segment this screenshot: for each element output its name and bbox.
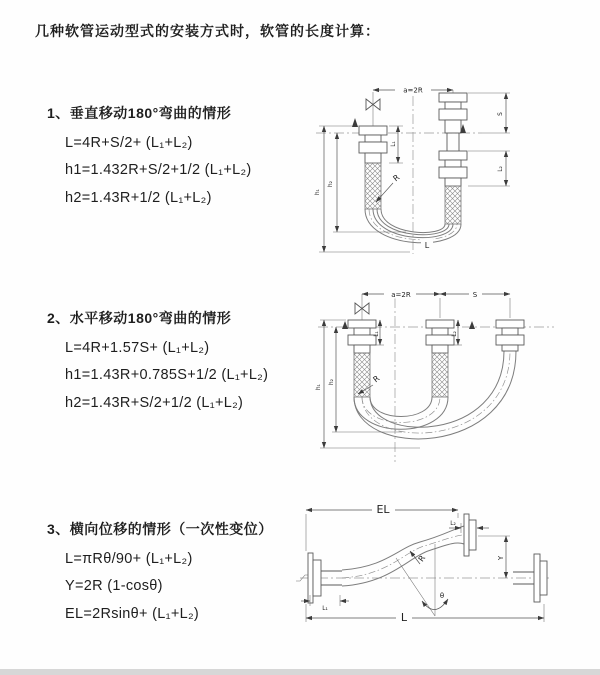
dim-label-h2: h₂: [328, 181, 334, 187]
formula-line: h1=1.432R+S/2+1/2 (L₁+L₂): [65, 162, 252, 178]
formula-line: L=πRθ/90+ (L₁+L₂): [65, 550, 193, 567]
page-title: 几种软管运动型式的安装方式时，软管的长度计算：: [35, 23, 380, 39]
left-fitting: [348, 320, 376, 353]
centerlines: [296, 575, 550, 581]
right-tube: [447, 133, 459, 151]
radius-label: R: [391, 172, 402, 184]
dim-label-l2: L₂: [450, 521, 456, 527]
dim-label-y: Y: [497, 555, 505, 561]
dim-label-span: a=2R: [403, 86, 423, 95]
dim-label-l2: L₂: [498, 166, 504, 172]
left-braided-hose: [354, 353, 370, 397]
dim-label-l1: L₁: [391, 141, 397, 147]
right-braided-hose: [445, 186, 461, 224]
middle-fitting: [426, 320, 454, 353]
scan-edge: [0, 669, 600, 675]
right-fitting: [496, 320, 524, 351]
radius-label: R: [371, 373, 382, 385]
formula-line: h2=1.43R+1/2 (L₁+L₂): [65, 189, 212, 206]
section-vertical-move: [47, 103, 252, 206]
dimension-lines: [320, 289, 510, 448]
hose-s-curve: [342, 526, 464, 586]
right-fitting-lower: [439, 151, 467, 186]
dim-label-l1: L₁: [322, 606, 328, 612]
radius-label: R: [416, 553, 428, 564]
lower-right-flange: [534, 554, 547, 602]
dim-label-l1: L₁: [374, 331, 380, 337]
left-fitting: [359, 126, 387, 163]
dim-label-h1: h₁: [316, 384, 322, 390]
angle-label-theta: θ: [439, 592, 445, 600]
dim-label-el: EL: [376, 503, 390, 516]
diagram-vertical-180-bend: [310, 76, 560, 256]
formula-line: L=4R+1.57S+ (L₁+L₂): [65, 339, 210, 356]
middle-braided-hose: [432, 353, 448, 397]
valve-icon: [355, 294, 369, 320]
upper-right-flange: [464, 514, 476, 556]
formula-line: h1=1.43R+0.785S+1/2 (L₁+L₂): [65, 367, 269, 383]
formula-line: h2=1.43R+S/2+1/2 (L₁+L₂): [65, 394, 244, 411]
section-horizontal-move: [47, 308, 268, 411]
dimension-lines: [319, 84, 510, 252]
dim-label-span: a=2R: [391, 291, 411, 299]
formula-line: L=4R+S/2+ (L₁+L₂): [65, 134, 193, 151]
dim-label-l2: L₂: [452, 331, 458, 337]
dim-label-h2: h₂: [329, 379, 335, 385]
valve-icon: [366, 92, 380, 126]
section-3-heading: 3、横向位移的情形（一次性变位）: [47, 521, 273, 537]
length-label: L: [424, 241, 430, 250]
dim-label-s: S: [498, 112, 504, 116]
section-2-heading: 2、水平移动180°弯曲的情形: [47, 310, 232, 326]
dim-label-s: S: [472, 291, 478, 299]
length-label: L: [400, 611, 408, 624]
formula-line: EL=2Rsinθ+ (L₁+L₂): [65, 605, 200, 622]
section-lateral-displacement: [47, 519, 273, 622]
diagram-horizontal-180-bend: [312, 282, 562, 464]
left-braided-hose: [365, 163, 381, 209]
construction-lines: [396, 544, 448, 616]
dim-label-h1: h₁: [315, 189, 321, 195]
diagram-lateral-displacement: [296, 498, 564, 656]
section-1-heading: 1、垂直移动180°弯曲的情形: [47, 105, 232, 121]
formula-line: Y=2R (1-cosθ): [65, 578, 163, 594]
